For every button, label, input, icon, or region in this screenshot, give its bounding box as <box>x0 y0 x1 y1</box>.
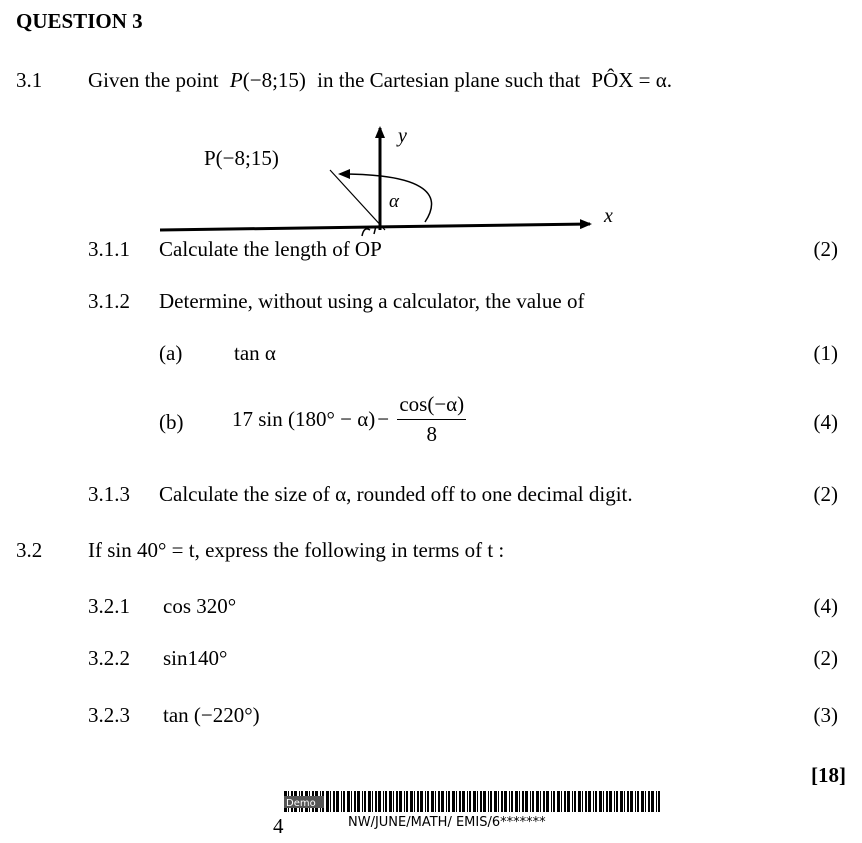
question-number-3-2-1: 3.2.1 <box>88 594 130 618</box>
marks-3-2-1: (4) <box>813 594 838 618</box>
demo-watermark: Demo <box>286 798 316 809</box>
angle-arc <box>340 174 432 222</box>
expr-paren-part: (180° − α) <box>288 407 376 431</box>
alpha-label: α <box>389 191 399 212</box>
expr-sin-part: 17 sin <box>232 407 283 431</box>
fraction-numerator: cos(−α) <box>397 392 466 420</box>
question-number-3-1: 3.1 <box>16 68 43 92</box>
point-coords: (−8;15) <box>242 68 306 92</box>
question-3-2-1-expression: cos 320° <box>163 594 237 618</box>
subquestion-b-label: (b) <box>159 410 184 434</box>
question-3-1-intro: Given the point <box>88 68 219 92</box>
question-3-2-2-expression: sin140° <box>163 646 228 670</box>
expr-minus: − <box>377 407 390 431</box>
subquestion-b-expression <box>232 392 466 447</box>
question-number-3-1-1: 3.1.1 <box>88 237 130 261</box>
question-3-1-2-text: Determine, without using a calculator, the value of <box>159 289 585 313</box>
page-number: 4 <box>273 814 284 838</box>
question-number-3-1-2: 3.1.2 <box>88 289 130 313</box>
fraction-denominator: 8 <box>426 422 437 446</box>
question-3-2-text: If sin 40° = t, express the following in terms of t : <box>88 538 505 562</box>
footer-code: NW/JUNE/MATH/ EMIS/6******* <box>348 815 546 830</box>
angle-expression: PÔX = α. <box>591 68 673 92</box>
fraction <box>397 392 466 447</box>
diagram-point-label: P(−8;15) <box>204 146 279 170</box>
question-number-3-2-2: 3.2.2 <box>88 646 130 670</box>
marks-3-1-1: (2) <box>813 237 838 261</box>
question-3-1-text <box>88 68 672 93</box>
subquestion-a-label: (a) <box>159 341 183 365</box>
marks-3-2-2: (2) <box>813 646 838 670</box>
question-number-3-2-3: 3.2.3 <box>88 703 130 727</box>
x-axis-label: x <box>604 205 613 227</box>
marks-3-2-3: (3) <box>813 703 838 727</box>
question-number-3-1-3: 3.1.3 <box>88 482 130 506</box>
point-label: P <box>229 68 243 92</box>
cartesian-diagram <box>150 112 620 242</box>
barcode <box>284 791 662 812</box>
y-axis-label: y <box>398 125 407 147</box>
marks-b: (4) <box>813 410 838 434</box>
question-3-1-middle: in the Cartesian plane such that <box>317 68 581 92</box>
question-3-1-1-text: Calculate the length of OP <box>159 237 382 261</box>
total-marks: [18] <box>811 763 846 787</box>
ray-op <box>330 170 385 230</box>
marks-3-1-3: (2) <box>813 482 838 506</box>
question-3-1-3-text: Calculate the size of α, rounded off to one decimal digit. <box>159 482 633 506</box>
subquestion-a-expression: tan α <box>234 341 276 365</box>
section-heading: QUESTION 3 <box>16 9 143 33</box>
question-number-3-2: 3.2 <box>16 538 43 562</box>
question-3-2-3-expression: tan (−220°) <box>163 703 260 727</box>
marks-a: (1) <box>813 341 838 365</box>
